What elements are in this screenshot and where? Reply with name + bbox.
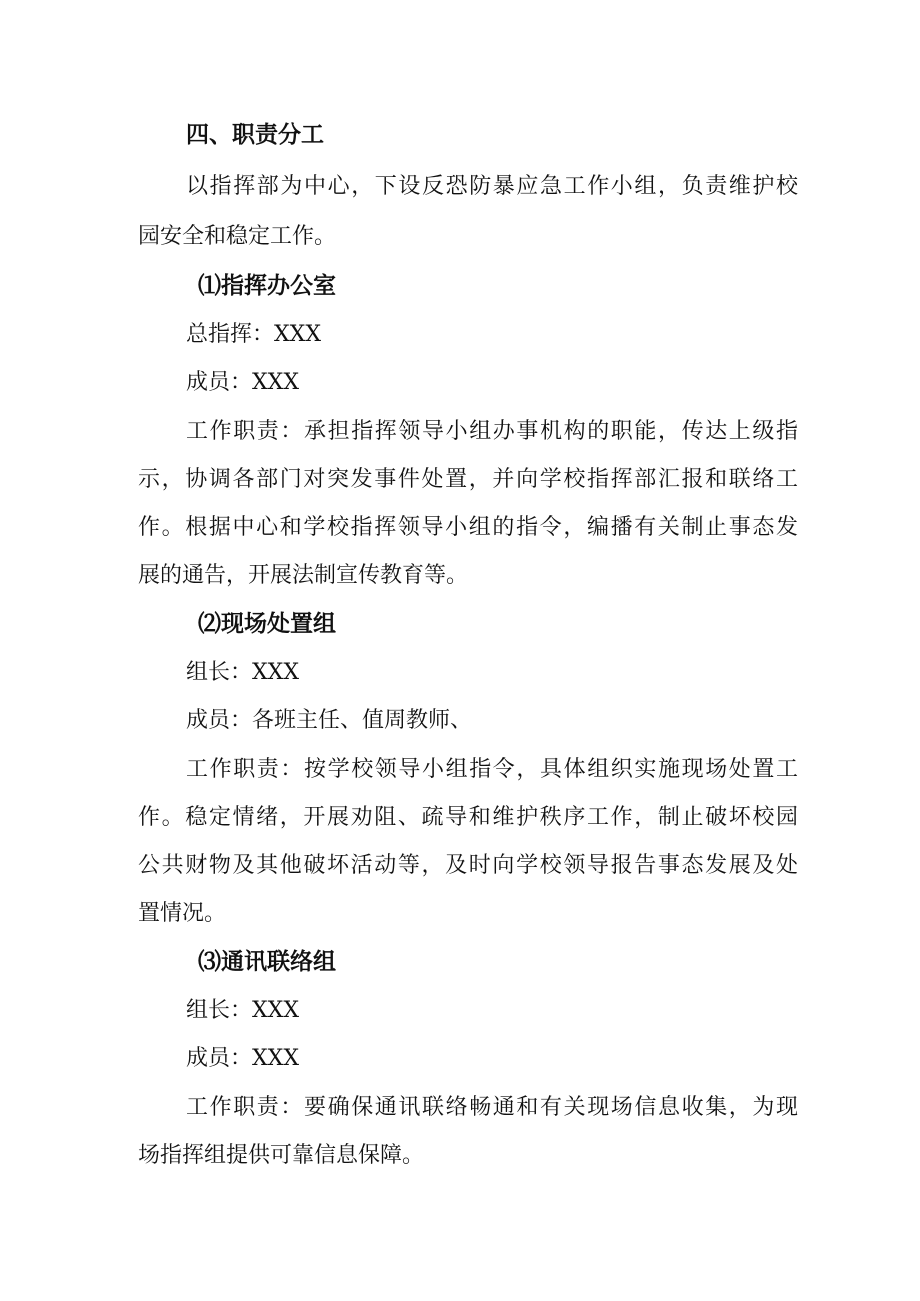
section-title: 四、职责分工 — [186, 122, 324, 148]
group-3-title: ⑶通讯联络组 — [198, 949, 336, 975]
group-2-title: ⑵现场处置组 — [198, 611, 336, 637]
group-1-members: 成员：XXX — [186, 370, 299, 395]
intro-line-2: 园安全和稳定工作。 — [138, 224, 337, 249]
group-3-duty-line-1: 工作职责：要确保通讯联络畅通和有关现场信息收集，为现 — [186, 1095, 798, 1120]
group-2-duty-line-4: 置情况。 — [138, 901, 227, 926]
group-1-duty-line-3: 作。根据中心和学校指挥领导小组的指令，编播有关制止事态发 — [138, 515, 798, 540]
group-1-duty-line-4: 展的通告，开展法制宣传教育等。 — [138, 563, 469, 588]
group-1-duty-line-2: 示，协调各部门对突发事件处置，并向学校指挥部汇报和联络工 — [138, 467, 798, 492]
group-2-members: 成员：各班主任、值周教师、 — [186, 708, 473, 733]
group-3-leader: 组长：XXX — [186, 998, 299, 1023]
intro-line-1: 以指挥部为中心，下设反恐防暴应急工作小组，负责维护校 — [186, 174, 798, 199]
group-2-duty-line-3: 公共财物及其他破坏活动等，及时向学校领导报告事态发展及处 — [138, 853, 798, 878]
group-1-duty-line-1: 工作职责：承担指挥领导小组办事机构的职能，传达上级指 — [186, 419, 798, 444]
group-2-leader: 组长：XXX — [186, 660, 299, 685]
group-3-duty-line-2: 场指挥组提供可靠信息保障。 — [138, 1143, 425, 1168]
group-1-title: ⑴指挥办公室 — [198, 273, 336, 299]
group-2-duty-line-2: 作。稳定情绪，开展劝阻、疏导和维护秩序工作，制止破坏校园 — [138, 805, 798, 830]
group-3-members: 成员：XXX — [186, 1046, 299, 1071]
group-2-duty-line-1: 工作职责：按学校领导小组指令，具体组织实施现场处置工 — [186, 757, 798, 782]
group-1-leader: 总指挥：XXX — [186, 322, 321, 347]
